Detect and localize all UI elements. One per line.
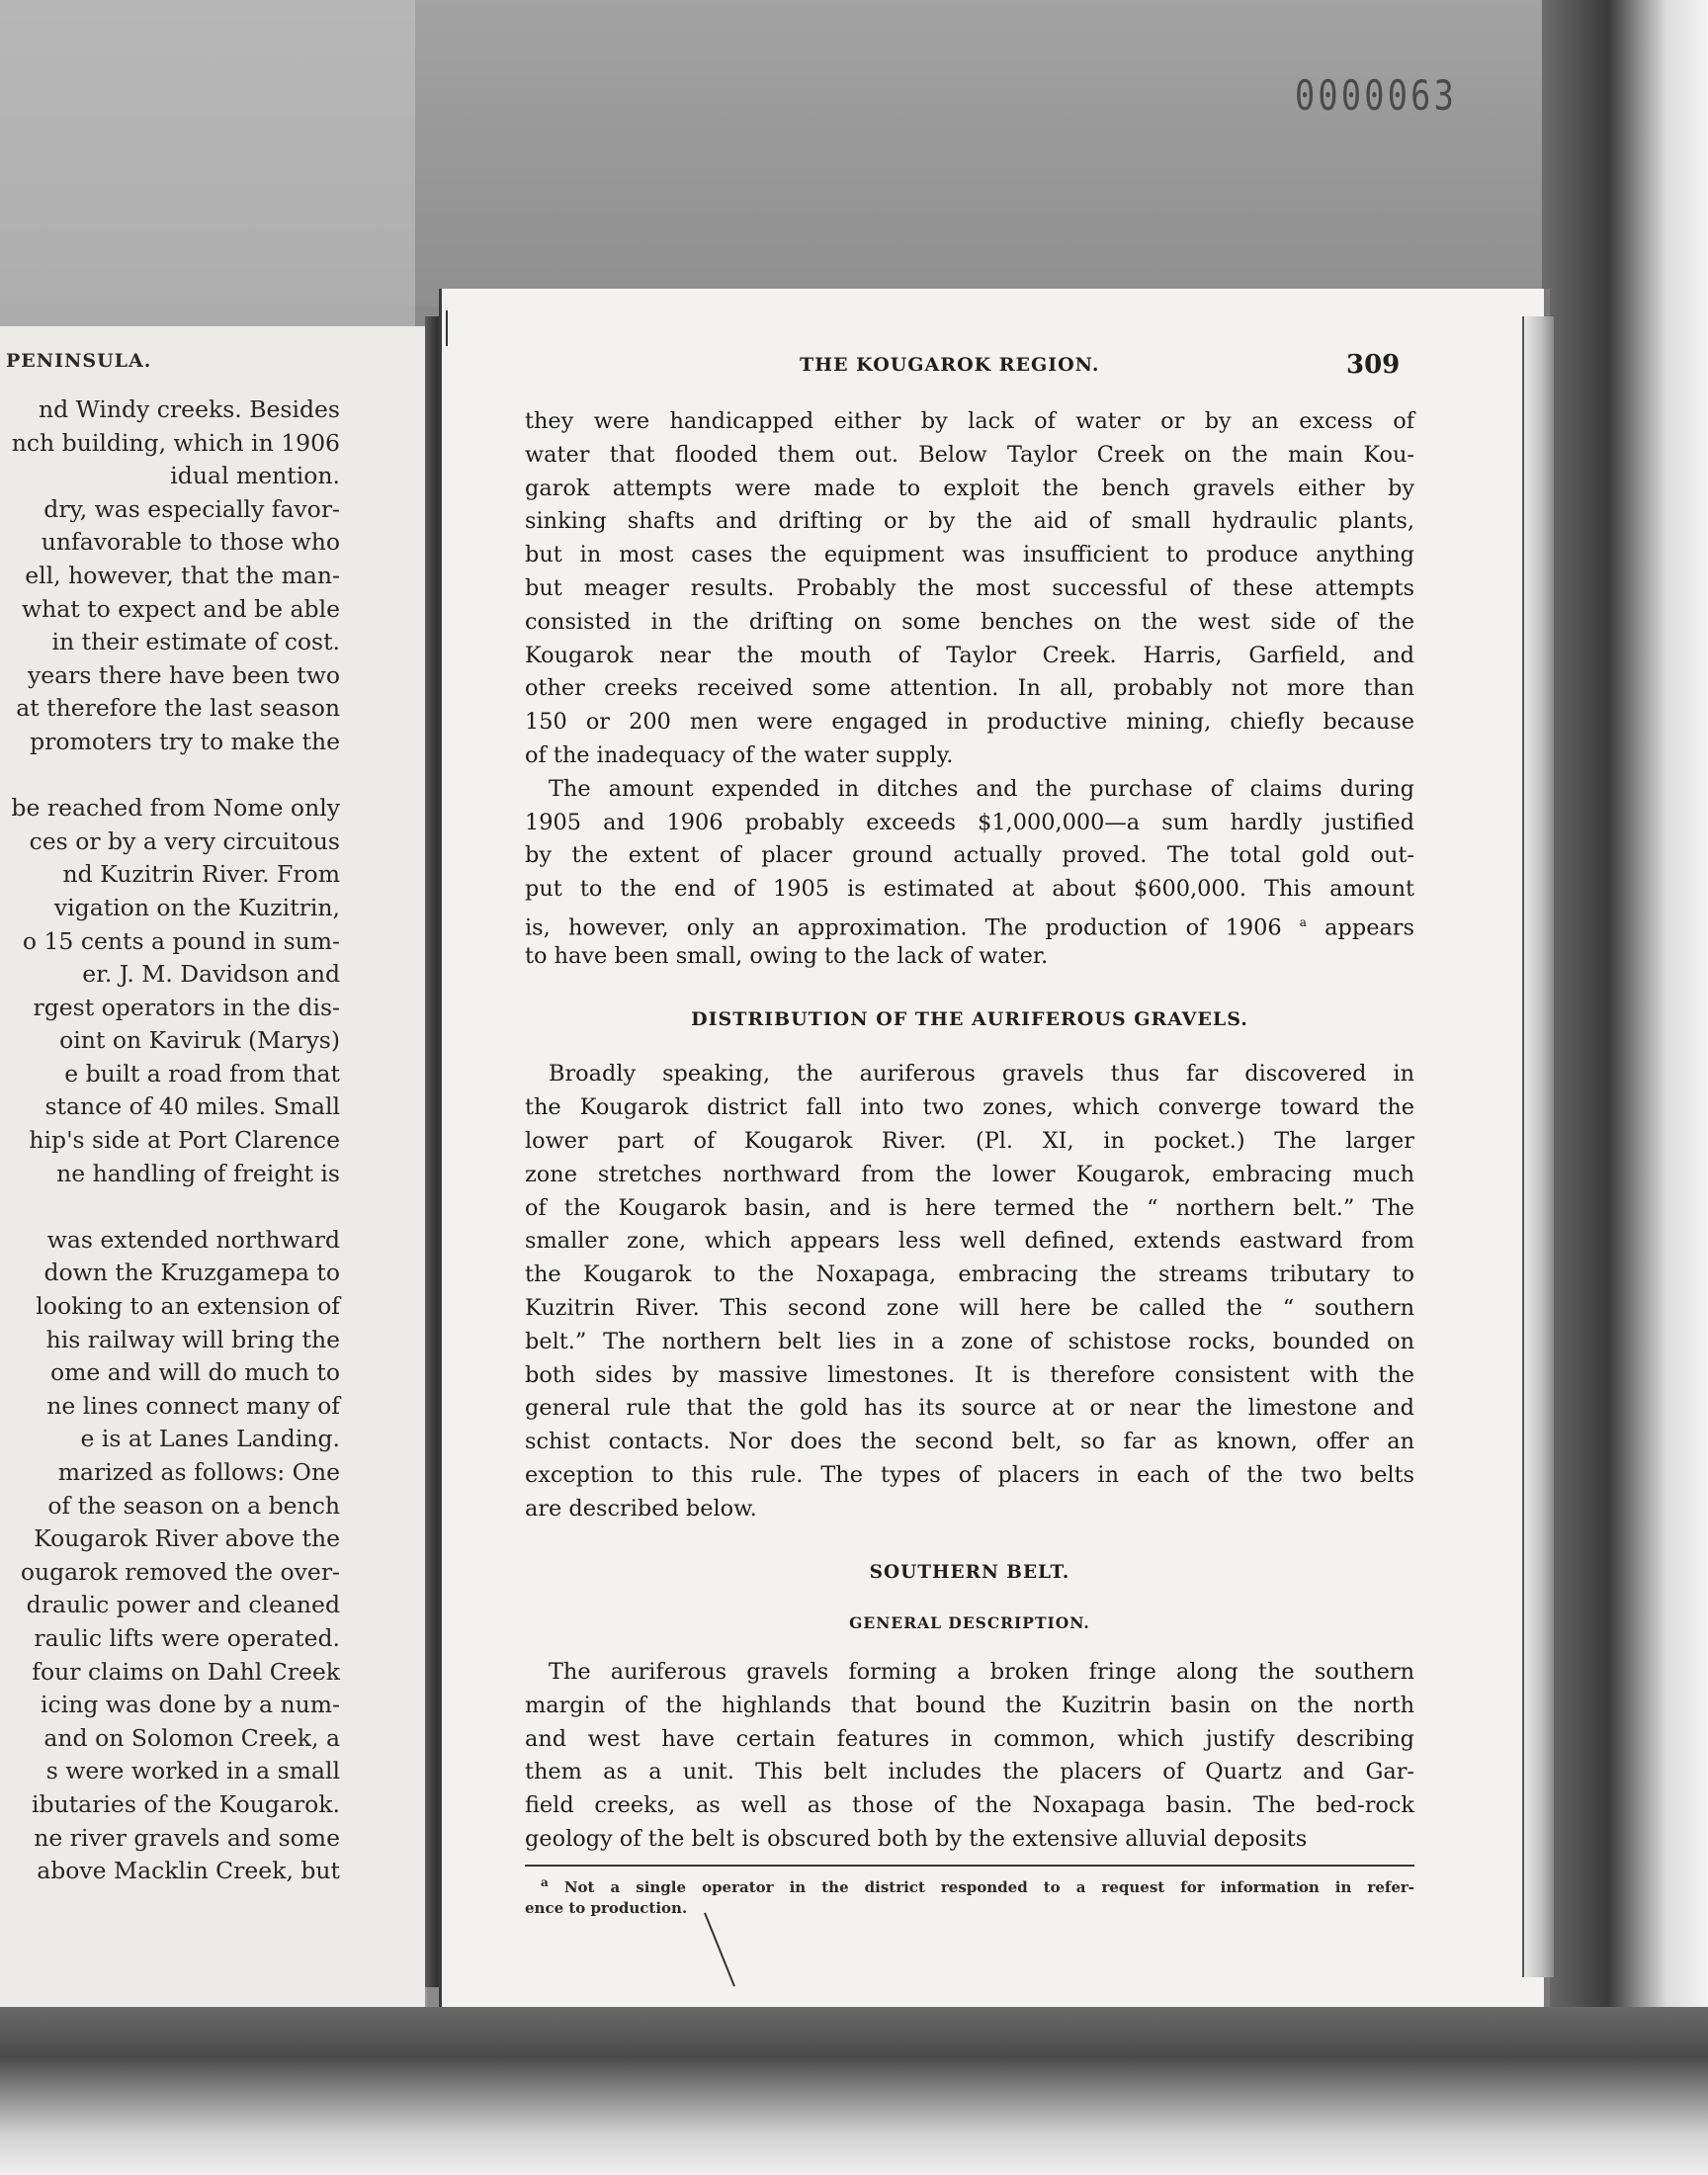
left-text-line: vigation on the Kuzitrin, xyxy=(53,893,340,921)
text-line: to have been small, owing to the lack of water. xyxy=(525,942,1049,969)
text-line: garok attempts were made to exploit the bench gravels either by xyxy=(525,475,1414,501)
footnote-reference: a xyxy=(1299,914,1307,929)
text-line: schist contacts. Nor does the second belt, so far as known, offer an xyxy=(525,1429,1414,1455)
text-line: 1905 and 1906 probably exceeds $1,000,000—a sum hardly justified xyxy=(525,809,1414,835)
scan-mark xyxy=(704,1913,735,1987)
left-text-line: his railway will bring the xyxy=(45,1325,340,1353)
text-line: Kougarok near the mouth of Taylor Creek. Harris, Garfield, and xyxy=(525,642,1414,668)
left-text-line: ces or by a very circuitous xyxy=(29,826,340,855)
text-line: of the inadequacy of the water supply. xyxy=(525,741,954,768)
left-text-line: e is at Lanes Landing. xyxy=(80,1425,340,1453)
left-text-line: s were worked in a small xyxy=(45,1757,340,1785)
left-text-line xyxy=(11,1190,340,1224)
left-text-line: stance of 40 miles. Small xyxy=(44,1092,340,1121)
left-text-line: nd Kuzitrin River. From xyxy=(62,860,340,889)
left-text-line: be reached from Nome only xyxy=(11,794,340,823)
text-fragment: appears xyxy=(1306,914,1414,941)
left-text-line: icing was done by a num- xyxy=(41,1691,340,1719)
left-text-line: Kougarok River above the xyxy=(34,1524,340,1553)
text-line: general rule that the gold has its source at or near the limestone and xyxy=(525,1395,1414,1422)
left-text-line xyxy=(11,759,340,793)
left-text-line: o 15 cents a pound in sum- xyxy=(22,926,340,955)
paragraph-2 xyxy=(525,773,1414,974)
left-text-line: hip's side at Port Clarence xyxy=(29,1126,340,1155)
text-line: The auriferous gravels forming a broken fringe along the southern xyxy=(549,1659,1414,1686)
text-line: Kuzitrin River. This second zone will here be called the “ southern xyxy=(525,1294,1414,1321)
text-line: margin of the highlands that bound the Kuzitrin basin on the north xyxy=(525,1692,1414,1718)
left-page xyxy=(0,326,427,2007)
left-text-line: unfavorable to those who xyxy=(41,528,340,557)
text-line: of the Kougarok basin, and is here termed the “ northern belt.” The xyxy=(525,1194,1414,1221)
left-text-line: nch building, which in 1906 xyxy=(11,428,340,457)
heading-distribution: DISTRIBUTION OF THE AURIFEROUS GRAVELS. xyxy=(691,1007,1248,1030)
right-page xyxy=(439,289,1544,2007)
text-line: the Kougarok district fall into two zones, which converge toward the xyxy=(525,1094,1414,1121)
left-text-line: years there have been two xyxy=(27,660,340,689)
left-text-line: oint on Kaviruk (Marys) xyxy=(59,1026,340,1055)
text-line: but in most cases the equipment was insufficient to produce anything xyxy=(525,542,1414,568)
running-title: THE KOUGAROK REGION. xyxy=(800,354,1100,376)
left-text-line: e built a road from that xyxy=(64,1059,340,1088)
paragraph-3 xyxy=(525,1058,1414,1525)
left-page-text xyxy=(11,393,340,1888)
left-text-line: nd Windy creeks. Besides xyxy=(38,395,340,423)
text-line: The amount expended in ditches and the purchase of claims during xyxy=(549,775,1414,802)
text-line: other creeks received some attention. In all, probably not more than xyxy=(525,675,1414,702)
text-line: are described below. xyxy=(525,1495,757,1522)
scan-mark xyxy=(446,310,448,346)
left-text-line: draulic power and cleaned xyxy=(26,1591,340,1619)
text-line: the Kougarok to the Noxapaga, embracing the streams tributary to xyxy=(525,1262,1414,1288)
paragraph-4 xyxy=(525,1656,1414,1857)
page-stack-edge xyxy=(1522,316,1554,1977)
left-text-line: in their estimate of cost. xyxy=(51,628,340,656)
left-text-line: ell, however, that the man- xyxy=(25,561,340,589)
paragraph-1 xyxy=(525,405,1414,773)
text-line: water that flooded them out. Below Taylor Creek on the main Kou- xyxy=(525,441,1414,468)
footnote-line: ence to production. xyxy=(525,1898,688,1917)
left-text-line: was extended northward xyxy=(46,1225,340,1254)
running-head xyxy=(442,350,1544,384)
text-line: geology of the belt is obscured both by the extensive alluvial deposits xyxy=(525,1826,1308,1853)
footnote-text: Not a single operator in the district responded to a request for information in refer- xyxy=(548,1877,1414,1896)
left-text-line: ne handling of freight is xyxy=(56,1159,340,1187)
left-text-line: and on Solomon Creek, a xyxy=(43,1723,340,1752)
left-text-line: ougarok removed the over- xyxy=(20,1557,340,1586)
footnote-line xyxy=(525,1872,1414,1898)
left-text-line: of the season on a bench xyxy=(47,1491,340,1520)
text-line: field creeks, as well as those of the Noxapaga basin. The bed-rock xyxy=(525,1792,1414,1819)
text-line: both sides by massive limestones. It is therefore consistent with the xyxy=(525,1361,1414,1388)
left-text-line: promoters try to make the xyxy=(30,727,340,755)
left-text-line: ibutaries of the Kougarok. xyxy=(32,1789,340,1818)
page-number: 309 xyxy=(1346,350,1401,380)
left-text-line: ne lines connect many of xyxy=(46,1391,340,1420)
left-text-line: raulic lifts were operated. xyxy=(34,1623,340,1652)
left-text-line: down the Kruzgamepa to xyxy=(43,1259,340,1287)
text-line: by the extent of placer ground actually proved. The total gold out- xyxy=(525,842,1414,869)
left-text-line: above Macklin Creek, but xyxy=(37,1857,340,1885)
left-text-line: marized as follows: One xyxy=(57,1458,340,1486)
left-text-line: at therefore the last season xyxy=(16,694,340,723)
text-line: zone stretches northward from the lower Kougarok, embracing much xyxy=(525,1161,1414,1187)
text-line: consisted in the drifting on some benches on the west side of the xyxy=(525,608,1414,635)
scan-background-right xyxy=(1542,0,1708,2175)
text-line: exception to this rule. The types of placers in each of the two belts xyxy=(525,1461,1414,1488)
left-running-head: PENINSULA. xyxy=(6,350,152,372)
text-line: belt.” The northern belt lies in a zone of schistose rocks, bounded on xyxy=(525,1328,1414,1354)
text-line: put to the end of 1905 is estimated at about $600,000. This amount xyxy=(525,876,1414,903)
left-text-line: idual mention. xyxy=(170,462,340,490)
text-line: is, however, only an approximation. The production of 1906 $^a$ appears xyxy=(525,914,1414,941)
left-text-line: rgest operators in the dis- xyxy=(33,993,340,1021)
heading-general-description: GENERAL DESCRIPTION. xyxy=(849,1613,1090,1633)
heading-southern-belt: SOUTHERN BELT. xyxy=(869,1561,1070,1583)
text-line: but meager results. Probably the most successful of these attempts xyxy=(525,574,1414,601)
left-text-line: er. J. M. Davidson and xyxy=(82,960,340,989)
left-text-line: ne river gravels and some xyxy=(34,1823,340,1852)
text-line: smaller zone, which appears less well defined, extends eastward from xyxy=(525,1228,1414,1255)
archive-stamp-number: 0000063 xyxy=(1295,71,1458,120)
left-text-line: ome and will do much to xyxy=(49,1358,340,1387)
text-line: Broadly speaking, the auriferous gravels thus far discovered in xyxy=(549,1061,1414,1088)
footnote-marker: a xyxy=(541,1874,549,1889)
text-line: and west have certain features in common, which justify describing xyxy=(525,1725,1414,1752)
left-text-line: dry, was especially favor- xyxy=(43,494,340,523)
page-body xyxy=(525,405,1414,1919)
left-text-line: looking to an extension of xyxy=(36,1292,340,1321)
text-line: them as a unit. This belt includes the placers of Quartz and Gar- xyxy=(525,1759,1414,1785)
footnote xyxy=(525,1867,1414,1919)
text-line: they were handicapped either by lack of water or by an excess of xyxy=(525,408,1414,434)
scan-background-left xyxy=(0,0,415,326)
text-line: sinking shafts and drifting or by the aid of small hydraulic plants, xyxy=(525,508,1414,535)
text-line: 150 or 200 men were engaged in productive mining, chiefly because xyxy=(525,709,1414,736)
scan-background-bottom xyxy=(0,2007,1708,2175)
left-text-line: what to expect and be able xyxy=(22,594,340,623)
text-line: lower part of Kougarok River. (Pl. XI, in pocket.) The larger xyxy=(525,1127,1414,1154)
left-text-line: four claims on Dahl Creek xyxy=(32,1657,340,1686)
